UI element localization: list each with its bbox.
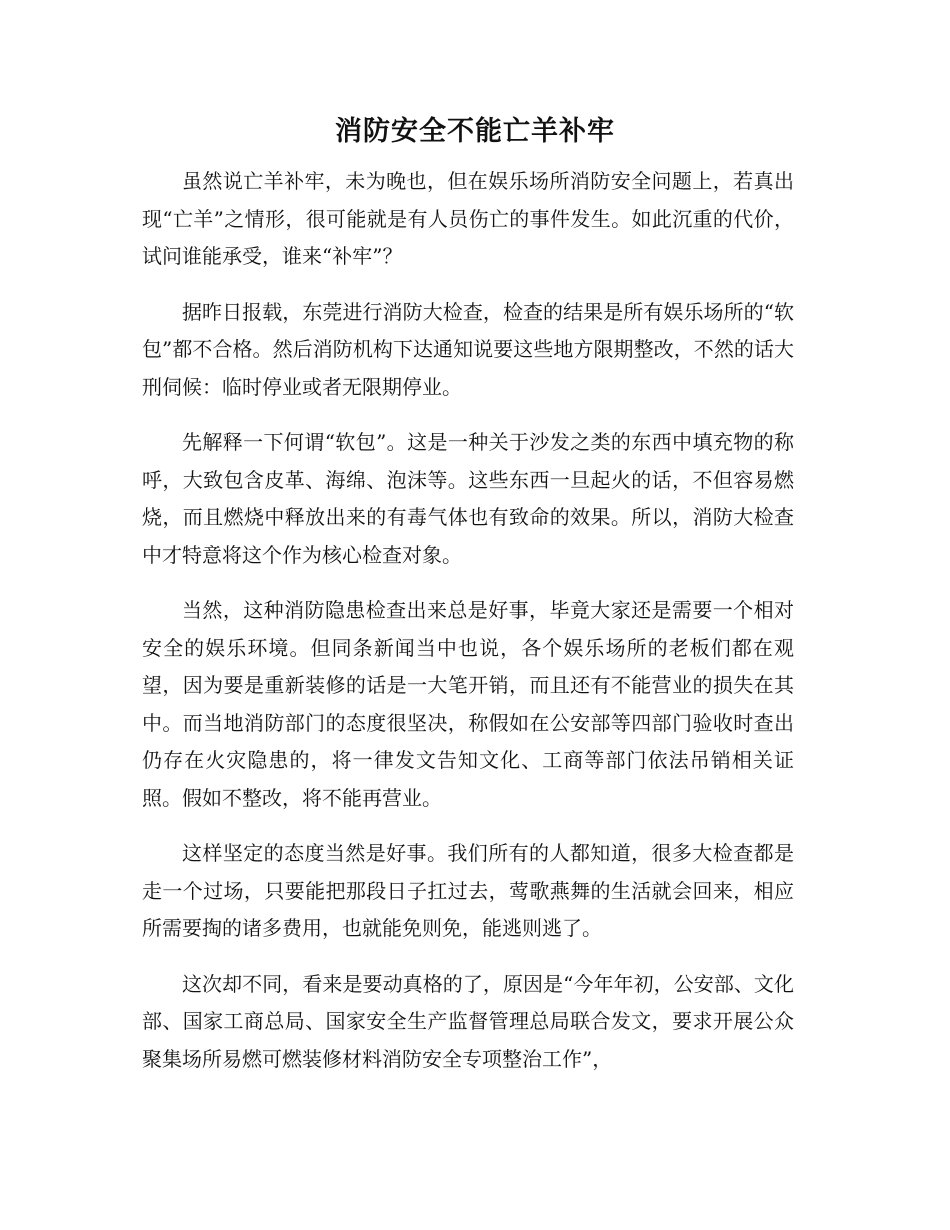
paragraph: 虽然说亡羊补牢，未为晚也，但在娱乐场所消防安全问题上，若真出现“亡羊”之情形，很可能就是有人员伤亡的事件发生。如此沉重的代价，试问谁能承受，谁来“补牢”？ [142,169,794,268]
paragraph: 这样坚定的态度当然是好事。我们所有的人都知道，很多大检查都是走一个过场，只要能把那段日子扛过去，莺歌燕舞的生活就会回来，相应所需要掏的诸多费用，也就能免则免，能逃则逃了。 [142,841,794,940]
paragraph: 先解释一下何谓“软包”。这是一种关于沙发之类的东西中填充物的称呼，大致包含皮革、海绵、泡沫等。这些东西一旦起火的话，不但容易燃烧，而且燃烧中释放出来的有毒气体也有致命的效果。所以，消防大检查中才特意将这个作为核心检查对象。 [142,430,794,567]
paragraph: 当然，这种消防隐患检查出来总是好事，毕竟大家还是需要一个相对安全的娱乐环境。但同条新闻当中也说，各个娱乐场所的老板们都在观望，因为要是重新装修的话是一大笔开销，而且还有不能营业的损失在其中。而当地消防部门的态度很坚决，称假如在公安部等四部门验收时查出仍存在火灾隐患的，将一律发文告知文化、工商等部门依法吊销相关证照。假如不整改，将不能再营业。 [142,598,794,810]
paragraph: 这次却不同，看来是要动真格的了，原因是“今年年初，公安部、文化部、国家工商总局、国家安全生产监督管理总局联合发文，要求开展公众聚集场所易燃可燃装修材料消防安全专项整治工作”， [142,971,794,1071]
paragraph: 据昨日报载，东莞进行消防大检查，检查的结果是所有娱乐场所的“软包”都不合格。然后消防机构下达通知说要这些地方限期整改，不然的话大刑伺候：临时停业或者无限期停业。 [142,299,794,399]
document-body [142,163,794,1096]
document-title: 消防安全不能亡羊补牢 [335,116,615,147]
